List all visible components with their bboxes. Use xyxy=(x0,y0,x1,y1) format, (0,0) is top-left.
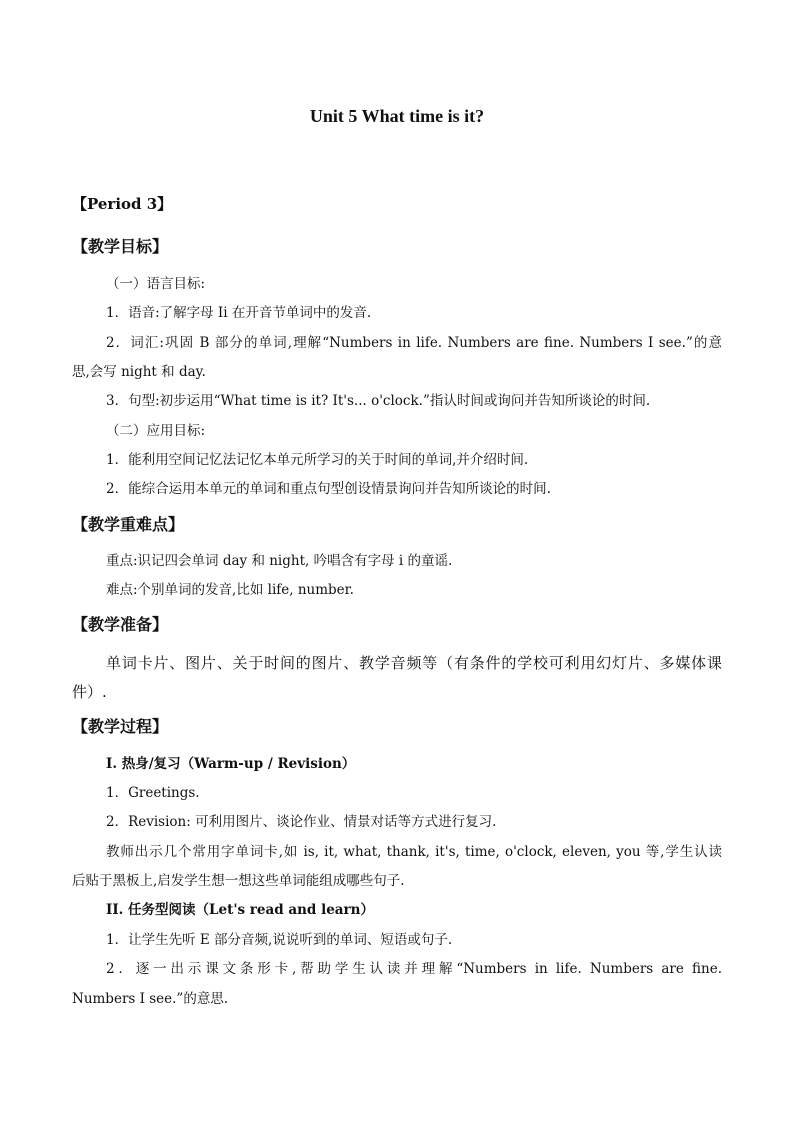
process-p2-2b: Numbers I see.”的意思. xyxy=(72,991,229,1007)
process-p1-3a: 教师出示几个常用字单词卡,如 is, it, what, thank, it's, time, o'clock, eleven, you 等,学生认读 xyxy=(106,844,722,860)
app-goal-title: （二）应用目标: xyxy=(106,423,206,439)
page-title: Unit 5 What time is it? xyxy=(309,106,485,126)
lang-goal-3: 3．句型:初步运用“What time is it? It's... o'clock.”指认时间或询问并告知所谈论的时间. xyxy=(106,393,651,409)
app-goal-1: 1．能利用空间记忆法记忆本单元所学习的关于时间的单词,并介绍时间. xyxy=(106,452,529,468)
app-goal-2: 2．能综合运用本单元的单词和重点句型创设情景询问并告知所谈论的时间. xyxy=(106,481,551,497)
process-p1-3b: 后贴于黑板上,启发学生想一想这些单词能组成哪些句子. xyxy=(72,873,405,889)
key-focus: 重点:识记四会单词 day 和 night, 吟唱含有字母 i 的童谣. xyxy=(106,553,453,569)
key-difficulty: 难点:个别单词的发音,比如 life, number. xyxy=(106,582,354,598)
lang-goal-1: 1．语音:了解字母 Ii 在开音节单词中的发音. xyxy=(106,305,372,321)
period-label: 【Period 3】 xyxy=(72,195,173,213)
lang-goal-2a: 2．词汇:巩固 B 部分的单词,理解“Numbers in life. Numbers are fine. Numbers I see.”的意 xyxy=(106,335,722,351)
lang-goal-2b: 思,会写 night 和 day. xyxy=(72,364,206,380)
preparation-line-1: 单词卡片、图片、关于时间的图片、教学音频等（有条件的学校可利用幻灯片、多媒体课 xyxy=(106,654,722,672)
goals-heading: 【教学目标】 xyxy=(72,237,169,256)
process-part1-title: I. 热身/复习（Warm-up / Revision） xyxy=(106,756,356,772)
lang-goal-title: （一）语言目标: xyxy=(106,276,206,292)
process-p2-1: 1．让学生先听 E 部分音频,说说听到的单词、短语或句子. xyxy=(106,932,453,948)
process-part2-title: II. 任务型阅读（Let's read and learn） xyxy=(106,902,374,918)
key-points-heading: 【教学重难点】 xyxy=(72,515,185,534)
preparation-heading: 【教学准备】 xyxy=(72,615,169,634)
process-p2-2a: 2．逐一出示课文条形卡,帮助学生认读并理解“Numbers in life. Numbers are fine. xyxy=(106,961,722,977)
process-heading: 【教学过程】 xyxy=(72,717,169,736)
process-p1-2: 2．Revision: 可利用图片、谈论作业、情景对话等方式进行复习. xyxy=(106,814,497,830)
preparation-line-2: 件）. xyxy=(72,683,107,701)
process-p1-1: 1．Greetings. xyxy=(106,785,200,801)
